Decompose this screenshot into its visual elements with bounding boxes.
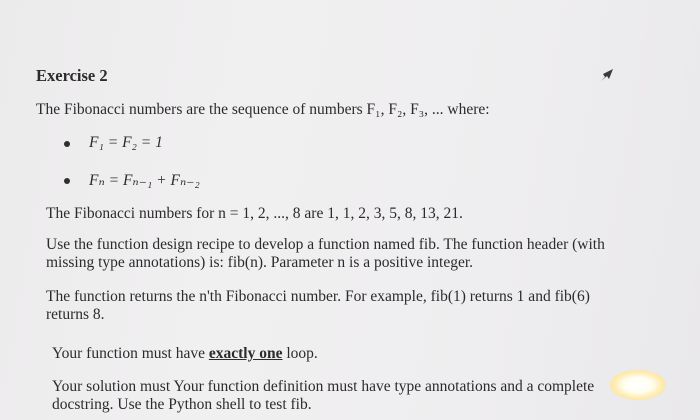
intro-sentence: The Fibonacci numbers are the sequence of numbers F₁, F₂, F₃, ... where: xyxy=(36,101,490,118)
sequence-text: The Fibonacci numbers for n = 1, 2, ..., 8 are 1, 1, 2, 3, 5, 8, 13, 21. xyxy=(46,205,463,222)
rule-1-formula: F₁ = F₂ = 1 xyxy=(89,134,163,151)
loop-suffix: loop. xyxy=(282,345,318,362)
recipe-text: Use the function design recipe to develop a function named fib. The function header (with missing type annotations) is: fib(n). Parameter n is a positive integer. xyxy=(46,236,605,271)
exercise-heading: Exercise 2 xyxy=(36,66,108,85)
rule-2-formula: Fₙ = Fₙ₋₁ + Fₙ₋₂ xyxy=(89,172,200,189)
loop-requirement xyxy=(52,345,652,363)
returns-text: The function returns the n'th Fibonacci number. For example, fib(1) returns 1 and fib(6) returns 8. xyxy=(46,288,590,323)
mouse-cursor-icon xyxy=(600,68,614,82)
light-glare xyxy=(610,370,666,400)
bullet-dot-icon xyxy=(64,141,70,147)
loop-prefix: Your function must have xyxy=(52,345,209,362)
final-text: Your solution must Your function definition must have type annotations and a complete docstring. Use the Python shell to test fib. xyxy=(52,378,595,413)
bullet-dot-icon xyxy=(64,178,70,184)
loop-emphasis: exactly one xyxy=(208,345,283,362)
intro-text xyxy=(36,101,636,119)
